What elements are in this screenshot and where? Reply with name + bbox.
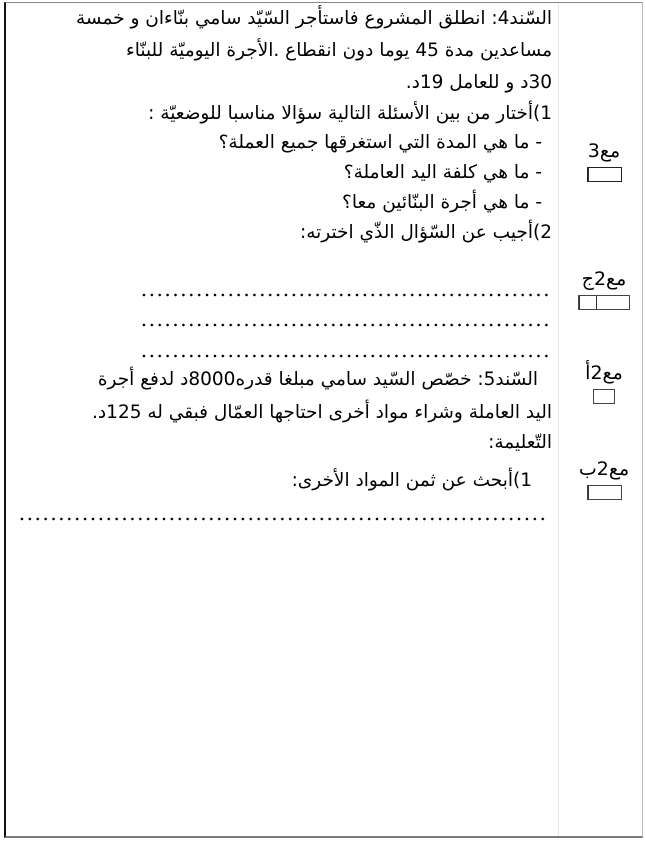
exam-page xyxy=(4,2,643,838)
grading-boxes[interactable] xyxy=(587,485,622,500)
section4-task-1: 1)أختار من بين الأسئلة التالية سؤالا مناسبا للوضعيّة : xyxy=(148,103,552,124)
grading-boxes[interactable] xyxy=(578,295,630,310)
option-2: - ما هي كلفة اليد العاملة؟ xyxy=(343,162,542,183)
section4-task-2: 2)أجيب عن السّؤال الذّي اخترته: xyxy=(299,222,552,243)
option-1: - ما هي المدة التي استغرقها جميع العملة؟ xyxy=(218,132,542,153)
section4-line-2: مساعدين مدة 45 يوما دون انقطاع .الأجرة اليوميّة للبنّاء xyxy=(126,40,552,61)
answer-line-3[interactable] xyxy=(140,354,548,358)
criterion-m2a xyxy=(566,361,642,407)
criterion-label: مع2ب xyxy=(578,458,630,480)
criterion-label: مع2ج xyxy=(581,268,627,290)
option-3: - ما هي أجرة البنّائين معا؟ xyxy=(342,192,542,213)
section4-line-1: السّند4: انطلق المشروع فاستأجر السّيّد سامي بنّاءان و خمسة xyxy=(76,8,552,29)
criterion-label: مع3 xyxy=(587,140,621,162)
criterion-label: مع2أ xyxy=(585,362,623,384)
answer-line-2[interactable] xyxy=(140,323,548,327)
grading-boxes[interactable] xyxy=(593,389,615,404)
criterion-m2j xyxy=(566,267,642,313)
section5-line-2: اليد العاملة وشراء مواد أخرى احتاجها العمّال فبقي له 125د. xyxy=(92,402,552,423)
grading-boxes[interactable] xyxy=(587,167,622,182)
criterion-m3 xyxy=(566,139,642,185)
section4-line-3: 30د و للعامل 19د. xyxy=(405,72,552,93)
instruction-label: التّعليمة: xyxy=(488,432,552,453)
criterion-m2b xyxy=(566,457,642,503)
column-separator xyxy=(558,3,559,836)
answer-line-section5[interactable] xyxy=(18,517,548,521)
section5-line-1: السّند5: خصّص السّيد سامي مبلغا قدره8000د لدفع أجرة xyxy=(97,369,538,390)
answer-line-1[interactable] xyxy=(140,293,548,297)
section5-task-1: 1)أبحث عن ثمن المواد الأخرى: xyxy=(291,470,532,491)
